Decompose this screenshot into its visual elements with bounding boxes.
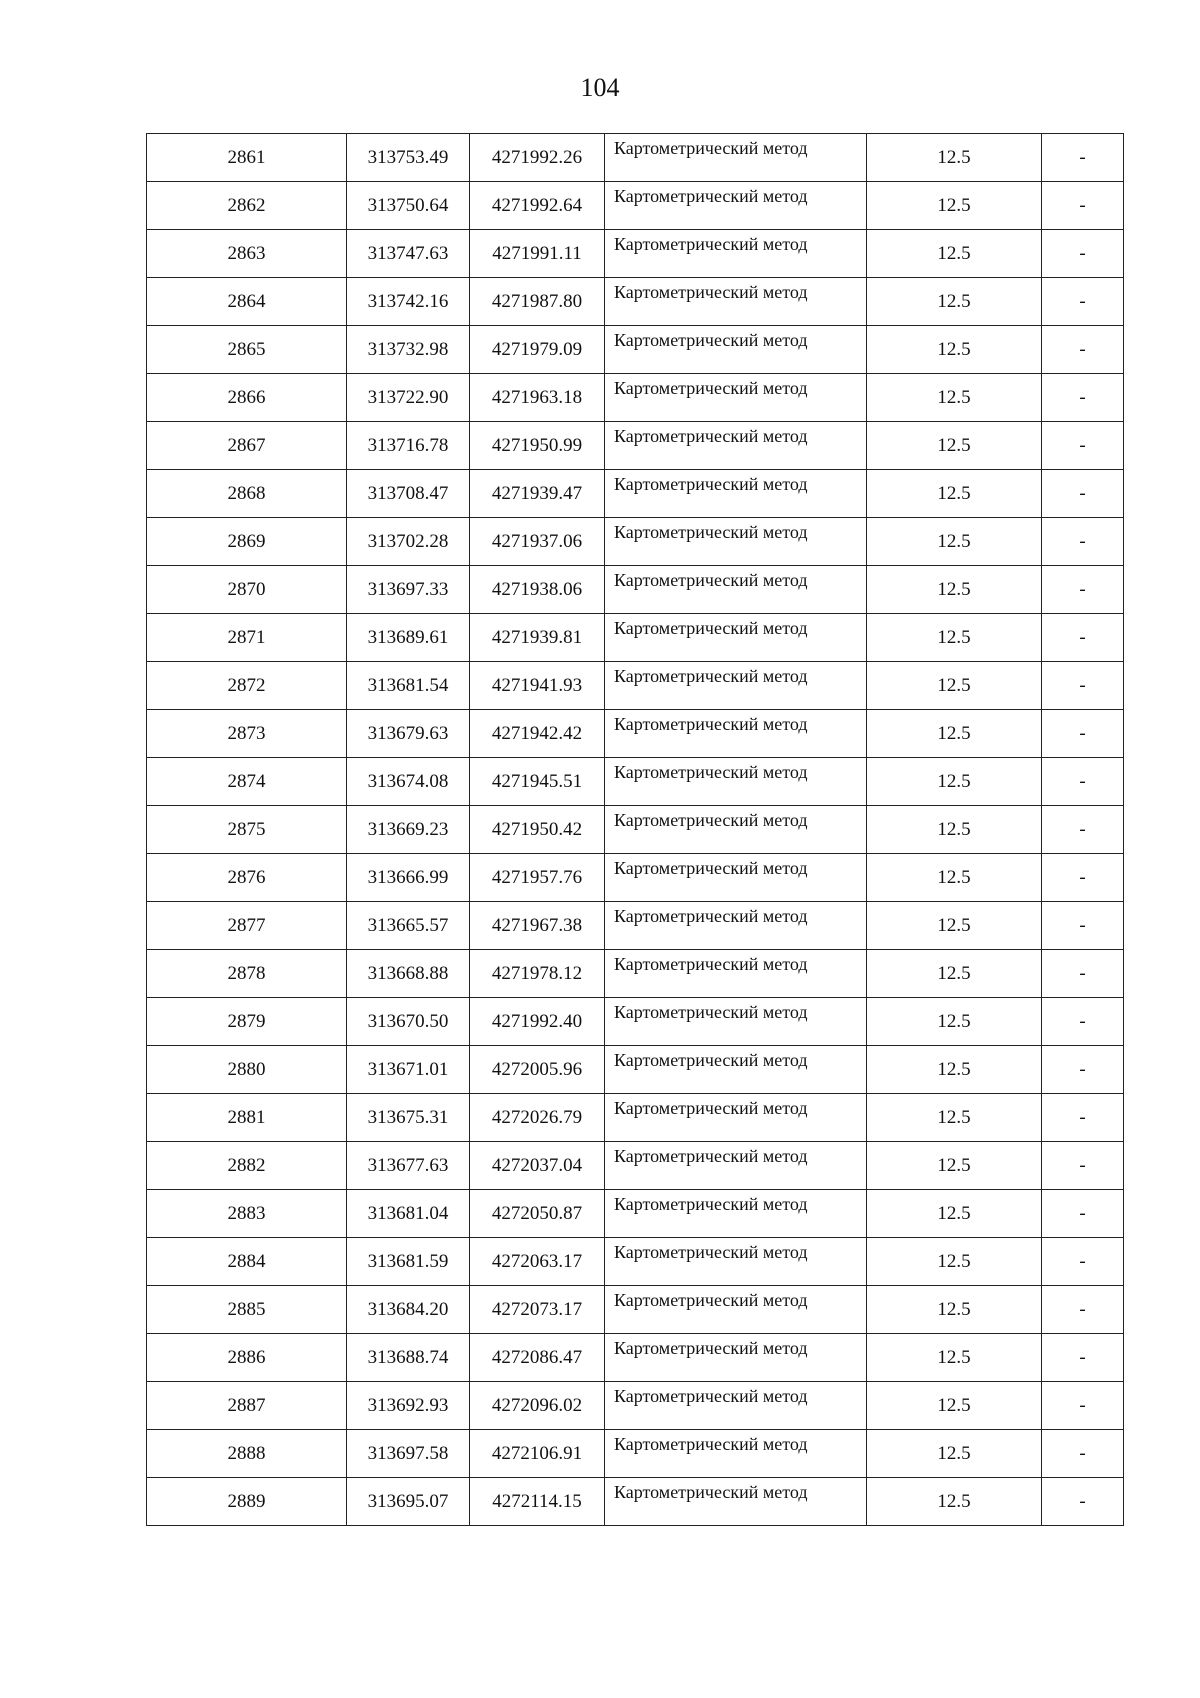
table-row (147, 1478, 1124, 1526)
method-cell: Картометрический метод (605, 1142, 867, 1190)
accuracy-cell: 12.5 (867, 1478, 1042, 1526)
note-cell: - (1042, 902, 1124, 950)
point-number-cell: 2872 (147, 662, 347, 710)
note-cell: - (1042, 1046, 1124, 1094)
method-cell: Картометрический метод (605, 326, 867, 374)
x-coordinate-cell: 313702.28 (347, 518, 470, 566)
y-coordinate-cell: 4271967.38 (470, 902, 605, 950)
point-number-cell: 2870 (147, 566, 347, 614)
table-row (147, 1334, 1124, 1382)
y-coordinate-cell: 4271938.06 (470, 566, 605, 614)
x-coordinate-cell: 313668.88 (347, 950, 470, 998)
note-cell: - (1042, 374, 1124, 422)
table-row (147, 902, 1124, 950)
y-coordinate-cell: 4272096.02 (470, 1382, 605, 1430)
point-number-cell: 2862 (147, 182, 347, 230)
y-coordinate-cell: 4272050.87 (470, 1190, 605, 1238)
method-cell: Картометрический метод (605, 662, 867, 710)
method-cell: Картометрический метод (605, 710, 867, 758)
table-row (147, 1238, 1124, 1286)
accuracy-cell: 12.5 (867, 230, 1042, 278)
note-cell: - (1042, 710, 1124, 758)
y-coordinate-cell: 4272073.17 (470, 1286, 605, 1334)
table-row (147, 470, 1124, 518)
note-cell: - (1042, 326, 1124, 374)
accuracy-cell: 12.5 (867, 470, 1042, 518)
accuracy-cell: 12.5 (867, 1046, 1042, 1094)
y-coordinate-cell: 4272114.15 (470, 1478, 605, 1526)
method-cell: Картометрический метод (605, 1430, 867, 1478)
x-coordinate-cell: 313670.50 (347, 998, 470, 1046)
accuracy-cell: 12.5 (867, 806, 1042, 854)
note-cell: - (1042, 1334, 1124, 1382)
table-row (147, 134, 1124, 182)
y-coordinate-cell: 4271937.06 (470, 518, 605, 566)
method-cell: Картометрический метод (605, 1286, 867, 1334)
y-coordinate-cell: 4272026.79 (470, 1094, 605, 1142)
page-number: 104 (580, 73, 620, 102)
table-row (147, 1142, 1124, 1190)
accuracy-cell: 12.5 (867, 1142, 1042, 1190)
note-cell: - (1042, 1478, 1124, 1526)
point-number-cell: 2889 (147, 1478, 347, 1526)
x-coordinate-cell: 313689.61 (347, 614, 470, 662)
table-row (147, 614, 1124, 662)
note-cell: - (1042, 1190, 1124, 1238)
x-coordinate-cell: 313692.93 (347, 1382, 470, 1430)
note-cell: - (1042, 422, 1124, 470)
y-coordinate-cell: 4271945.51 (470, 758, 605, 806)
note-cell: - (1042, 1430, 1124, 1478)
note-cell: - (1042, 1094, 1124, 1142)
accuracy-cell: 12.5 (867, 1334, 1042, 1382)
y-coordinate-cell: 4271992.26 (470, 134, 605, 182)
y-coordinate-cell: 4271978.12 (470, 950, 605, 998)
table-row (147, 422, 1124, 470)
point-number-cell: 2884 (147, 1238, 347, 1286)
note-cell: - (1042, 230, 1124, 278)
point-number-cell: 2868 (147, 470, 347, 518)
note-cell: - (1042, 950, 1124, 998)
method-cell: Картометрический метод (605, 1334, 867, 1382)
table-row (147, 950, 1124, 998)
method-cell: Картометрический метод (605, 470, 867, 518)
table-row (147, 1094, 1124, 1142)
point-number-cell: 2869 (147, 518, 347, 566)
method-cell: Картометрический метод (605, 950, 867, 998)
point-number-cell: 2876 (147, 854, 347, 902)
x-coordinate-cell: 313695.07 (347, 1478, 470, 1526)
point-number-cell: 2864 (147, 278, 347, 326)
method-cell: Картометрический метод (605, 854, 867, 902)
note-cell: - (1042, 854, 1124, 902)
y-coordinate-cell: 4271992.64 (470, 182, 605, 230)
y-coordinate-cell: 4271992.40 (470, 998, 605, 1046)
method-cell: Картометрический метод (605, 134, 867, 182)
note-cell: - (1042, 566, 1124, 614)
method-cell: Картометрический метод (605, 1238, 867, 1286)
accuracy-cell: 12.5 (867, 1430, 1042, 1478)
table-row (147, 182, 1124, 230)
note-cell: - (1042, 470, 1124, 518)
accuracy-cell: 12.5 (867, 422, 1042, 470)
x-coordinate-cell: 313679.63 (347, 710, 470, 758)
method-cell: Картометрический метод (605, 806, 867, 854)
table-row (147, 278, 1124, 326)
point-number-cell: 2885 (147, 1286, 347, 1334)
x-coordinate-cell: 313666.99 (347, 854, 470, 902)
note-cell: - (1042, 806, 1124, 854)
table-row (147, 1382, 1124, 1430)
point-number-cell: 2875 (147, 806, 347, 854)
y-coordinate-cell: 4272063.17 (470, 1238, 605, 1286)
y-coordinate-cell: 4271987.80 (470, 278, 605, 326)
method-cell: Картометрический метод (605, 1046, 867, 1094)
y-coordinate-cell: 4271963.18 (470, 374, 605, 422)
point-number-cell: 2873 (147, 710, 347, 758)
point-number-cell: 2867 (147, 422, 347, 470)
table-row (147, 1286, 1124, 1334)
accuracy-cell: 12.5 (867, 662, 1042, 710)
table-row (147, 1430, 1124, 1478)
note-cell: - (1042, 1286, 1124, 1334)
method-cell: Картометрический метод (605, 422, 867, 470)
x-coordinate-cell: 313681.04 (347, 1190, 470, 1238)
point-number-cell: 2879 (147, 998, 347, 1046)
point-number-cell: 2882 (147, 1142, 347, 1190)
point-number-cell: 2871 (147, 614, 347, 662)
table-body (147, 134, 1124, 1526)
note-cell: - (1042, 182, 1124, 230)
table-row (147, 998, 1124, 1046)
point-number-cell: 2886 (147, 1334, 347, 1382)
accuracy-cell: 12.5 (867, 1286, 1042, 1334)
table-row (147, 854, 1124, 902)
accuracy-cell: 12.5 (867, 566, 1042, 614)
x-coordinate-cell: 313697.58 (347, 1430, 470, 1478)
x-coordinate-cell: 313677.63 (347, 1142, 470, 1190)
point-number-cell: 2883 (147, 1190, 347, 1238)
point-number-cell: 2881 (147, 1094, 347, 1142)
x-coordinate-cell: 313747.63 (347, 230, 470, 278)
method-cell: Картометрический метод (605, 1094, 867, 1142)
point-number-cell: 2880 (147, 1046, 347, 1094)
x-coordinate-cell: 313681.59 (347, 1238, 470, 1286)
x-coordinate-cell: 313716.78 (347, 422, 470, 470)
table-row (147, 1190, 1124, 1238)
accuracy-cell: 12.5 (867, 614, 1042, 662)
accuracy-cell: 12.5 (867, 182, 1042, 230)
y-coordinate-cell: 4271941.93 (470, 662, 605, 710)
accuracy-cell: 12.5 (867, 374, 1042, 422)
method-cell: Картометрический метод (605, 230, 867, 278)
accuracy-cell: 12.5 (867, 1094, 1042, 1142)
x-coordinate-cell: 313674.08 (347, 758, 470, 806)
y-coordinate-cell: 4271939.81 (470, 614, 605, 662)
x-coordinate-cell: 313688.74 (347, 1334, 470, 1382)
accuracy-cell: 12.5 (867, 1190, 1042, 1238)
accuracy-cell: 12.5 (867, 950, 1042, 998)
point-number-cell: 2866 (147, 374, 347, 422)
note-cell: - (1042, 1142, 1124, 1190)
y-coordinate-cell: 4271979.09 (470, 326, 605, 374)
x-coordinate-cell: 313697.33 (347, 566, 470, 614)
point-number-cell: 2887 (147, 1382, 347, 1430)
method-cell: Картометрический метод (605, 182, 867, 230)
note-cell: - (1042, 998, 1124, 1046)
accuracy-cell: 12.5 (867, 518, 1042, 566)
method-cell: Картометрический метод (605, 518, 867, 566)
x-coordinate-cell: 313684.20 (347, 1286, 470, 1334)
method-cell: Картометрический метод (605, 1478, 867, 1526)
point-number-cell: 2888 (147, 1430, 347, 1478)
table-row (147, 662, 1124, 710)
y-coordinate-cell: 4272086.47 (470, 1334, 605, 1382)
accuracy-cell: 12.5 (867, 1382, 1042, 1430)
table-row (147, 374, 1124, 422)
y-coordinate-cell: 4271950.99 (470, 422, 605, 470)
accuracy-cell: 12.5 (867, 278, 1042, 326)
y-coordinate-cell: 4271939.47 (470, 470, 605, 518)
x-coordinate-cell: 313675.31 (347, 1094, 470, 1142)
accuracy-cell: 12.5 (867, 326, 1042, 374)
note-cell: - (1042, 662, 1124, 710)
note-cell: - (1042, 134, 1124, 182)
accuracy-cell: 12.5 (867, 998, 1042, 1046)
method-cell: Картометрический метод (605, 1190, 867, 1238)
table-row (147, 566, 1124, 614)
accuracy-cell: 12.5 (867, 758, 1042, 806)
note-cell: - (1042, 278, 1124, 326)
y-coordinate-cell: 4272005.96 (470, 1046, 605, 1094)
y-coordinate-cell: 4271991.11 (470, 230, 605, 278)
point-number-cell: 2874 (147, 758, 347, 806)
note-cell: - (1042, 614, 1124, 662)
table-row (147, 806, 1124, 854)
method-cell: Картометрический метод (605, 614, 867, 662)
table-row (147, 710, 1124, 758)
method-cell: Картометрический метод (605, 1382, 867, 1430)
x-coordinate-cell: 313681.54 (347, 662, 470, 710)
point-number-cell: 2865 (147, 326, 347, 374)
point-number-cell: 2877 (147, 902, 347, 950)
x-coordinate-cell: 313665.57 (347, 902, 470, 950)
accuracy-cell: 12.5 (867, 902, 1042, 950)
table-row (147, 518, 1124, 566)
x-coordinate-cell: 313742.16 (347, 278, 470, 326)
coordinates-table (146, 133, 1124, 1526)
accuracy-cell: 12.5 (867, 854, 1042, 902)
x-coordinate-cell: 313732.98 (347, 326, 470, 374)
point-number-cell: 2878 (147, 950, 347, 998)
table-row (147, 1046, 1124, 1094)
method-cell: Картометрический метод (605, 278, 867, 326)
y-coordinate-cell: 4271957.76 (470, 854, 605, 902)
y-coordinate-cell: 4272106.91 (470, 1430, 605, 1478)
table-row (147, 758, 1124, 806)
x-coordinate-cell: 313722.90 (347, 374, 470, 422)
method-cell: Картометрический метод (605, 902, 867, 950)
note-cell: - (1042, 758, 1124, 806)
method-cell: Картометрический метод (605, 566, 867, 614)
method-cell: Картометрический метод (605, 758, 867, 806)
note-cell: - (1042, 1238, 1124, 1286)
y-coordinate-cell: 4271950.42 (470, 806, 605, 854)
x-coordinate-cell: 313669.23 (347, 806, 470, 854)
table-row (147, 230, 1124, 278)
x-coordinate-cell: 313708.47 (347, 470, 470, 518)
method-cell: Картометрический метод (605, 374, 867, 422)
note-cell: - (1042, 1382, 1124, 1430)
table-row (147, 326, 1124, 374)
y-coordinate-cell: 4272037.04 (470, 1142, 605, 1190)
point-number-cell: 2863 (147, 230, 347, 278)
x-coordinate-cell: 313671.01 (347, 1046, 470, 1094)
x-coordinate-cell: 313750.64 (347, 182, 470, 230)
point-number-cell: 2861 (147, 134, 347, 182)
note-cell: - (1042, 518, 1124, 566)
accuracy-cell: 12.5 (867, 134, 1042, 182)
method-cell: Картометрический метод (605, 998, 867, 1046)
y-coordinate-cell: 4271942.42 (470, 710, 605, 758)
accuracy-cell: 12.5 (867, 1238, 1042, 1286)
x-coordinate-cell: 313753.49 (347, 134, 470, 182)
accuracy-cell: 12.5 (867, 710, 1042, 758)
